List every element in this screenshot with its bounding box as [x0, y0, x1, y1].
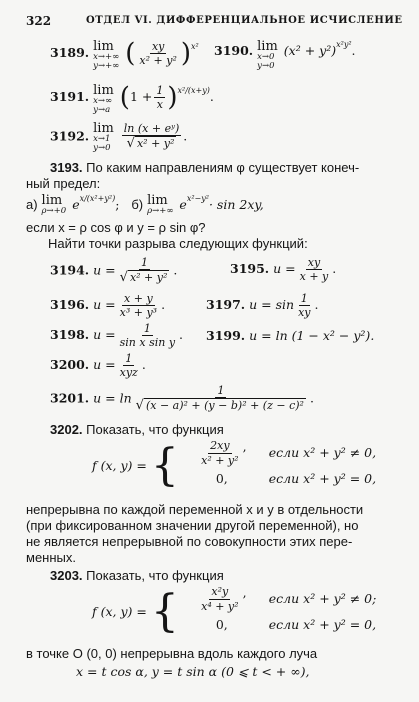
piecewise-3202: f (x, y) = { $\frac{2xy}{\text{x² + y²}}$ , если x² + y² ≠ 0, 0, если x² + y² = 0,: [92, 439, 377, 491]
problem-3195: 3195. u = $\frac{xy}{x + y}$ .: [230, 256, 337, 284]
limit: lim x→1 y→0: [93, 121, 114, 153]
problem-3192: 3192. lim x→1 y→0 $\frac{\text{ln (x + eʸ)}}{\text{√ x² + y²}}$ .: [50, 121, 188, 153]
expression: (x² + y²): [283, 43, 337, 58]
limit: lim x→∞ y→a: [93, 83, 114, 115]
problem-3193-condition: если x = ρ cos φ и y = ρ sin φ?: [26, 220, 206, 235]
fraction: $\frac{xy}{x + y}$: [299, 256, 329, 284]
problem-3194: 3194. u = $\frac{1}{\text{√ x² + y²}}$ .: [50, 256, 178, 286]
fraction: $\frac{1}{\text{√ x² + y²}}$: [119, 256, 168, 286]
para-line: x = t cos α, y = t sin α (0 ⩽ t < + ∞),: [76, 664, 310, 679]
para-line: в точке O (0, 0) непрерывна вдоль каждого луча: [26, 646, 318, 661]
problem-number: 3189.: [50, 45, 90, 61]
problem-3202: 3202. Показать, что функция: [50, 422, 224, 437]
exponent: x²: [191, 42, 199, 52]
fraction: $\frac{\text{ln (x + eʸ)}}{\text{√ x² + y²}}$: [123, 122, 180, 152]
limit: lim ρ→+0: [41, 193, 67, 216]
problem-number: 3192.: [50, 128, 90, 144]
problem-3196: 3196. u = $\frac{x + y}{\text{x³ + y³}}$ .: [50, 292, 166, 320]
section-intro: Найти точки разрыва следующих функций:: [48, 236, 308, 251]
left-brace: {: [150, 440, 179, 491]
problem-3200: 3200. u = $\frac{1}{\text{xyz}}$ .: [50, 352, 146, 380]
problem-3199: 3199. u = ln (1 − x² − y²).: [206, 328, 375, 343]
fraction: $\frac{x + y}{\text{x³ + y³}}$: [119, 292, 158, 320]
problem-3198: 3198. u = $\frac{1}{\text{sin x sin y}}$ .: [50, 322, 184, 350]
fraction: $\frac{1}{\text{sin x sin y}}$: [119, 322, 176, 350]
left-brace: {: [150, 586, 179, 637]
problem-number: 3191.: [50, 89, 90, 105]
limit: lim x→+∞ y→+∞: [93, 39, 120, 71]
limit: lim x→0 y→0: [257, 39, 278, 71]
problem-3193-parts: а) lim ρ→+0 $e^{x/(x^2+y^2)}$; б) lim ρ→+∞ $e^{x^2-y^2}\cdot \sin 2xy$,: [26, 193, 264, 216]
problem-number: 3193.: [50, 160, 83, 175]
problem-3203: 3203. Показать, что функция: [50, 568, 224, 583]
problem-3189: 3189. lim x→+∞ y→+∞ ( $\frac{xy}{\text{x² + y²}}$ )$^{x^2}$: [50, 38, 199, 71]
exponent: x²/(x+y): [177, 86, 210, 96]
page-header: [26, 14, 405, 30]
fraction: $\frac{1}{x}$: [156, 84, 164, 112]
piecewise-3203: f (x, y) = { $\frac{\text{x²y}}{\text{x⁴ + y²}}$ , если x² + y² ≠ 0; 0, если x² + y² = 0,: [92, 585, 377, 637]
running-title: ОТДЕЛ VI. ДИФФЕРЕНЦИАЛЬНОЕ ИСЧИСЛЕНИЕ: [86, 15, 403, 26]
fraction: $\frac{1}{xy}$: [298, 292, 311, 320]
page-number: 322: [26, 14, 52, 28]
problem-3197: 3197. u = sin $\frac{1}{xy}$ .: [206, 292, 319, 320]
para-line: (при фиксированном значении другой переменной), но: [26, 518, 359, 533]
problem-3193-line1: 3193. По каким направлениям φ существует конеч-: [50, 160, 360, 175]
para-line: не является непрерывной по совокупности этих пере-: [26, 534, 353, 549]
fraction: $\frac{1}{\text{xyz}}$: [119, 352, 138, 380]
problem-number: 3190.: [214, 43, 254, 58]
limit: lim ρ→+∞: [147, 193, 174, 216]
problem-3191: 3191. lim x→∞ y→a (1 + $\frac{1}{x}$ )$^{x^2/(x+y)}$.: [50, 82, 214, 115]
problem-3190: 3190. lim x→0 y→0 $(x^2 + y^2)^{x^2y^2}$.: [214, 39, 356, 71]
fraction: $\frac{xy}{\text{x² + y²}}$: [139, 40, 177, 68]
para-line: менных.: [26, 550, 76, 565]
problem-3193-line2: ный предел:: [26, 176, 101, 191]
fraction: $\frac{1}{\text{√ (x − a)² + (y − b)² + (z − c)²}}$: [135, 384, 304, 414]
para-line: непрерывна по каждой переменной x и y в отдельности: [26, 502, 364, 517]
problem-3201: 3201. u = ln $\frac{1}{\text{√ (x − a)² + (y − b)² + (z − c)²}}$ .: [50, 384, 314, 414]
